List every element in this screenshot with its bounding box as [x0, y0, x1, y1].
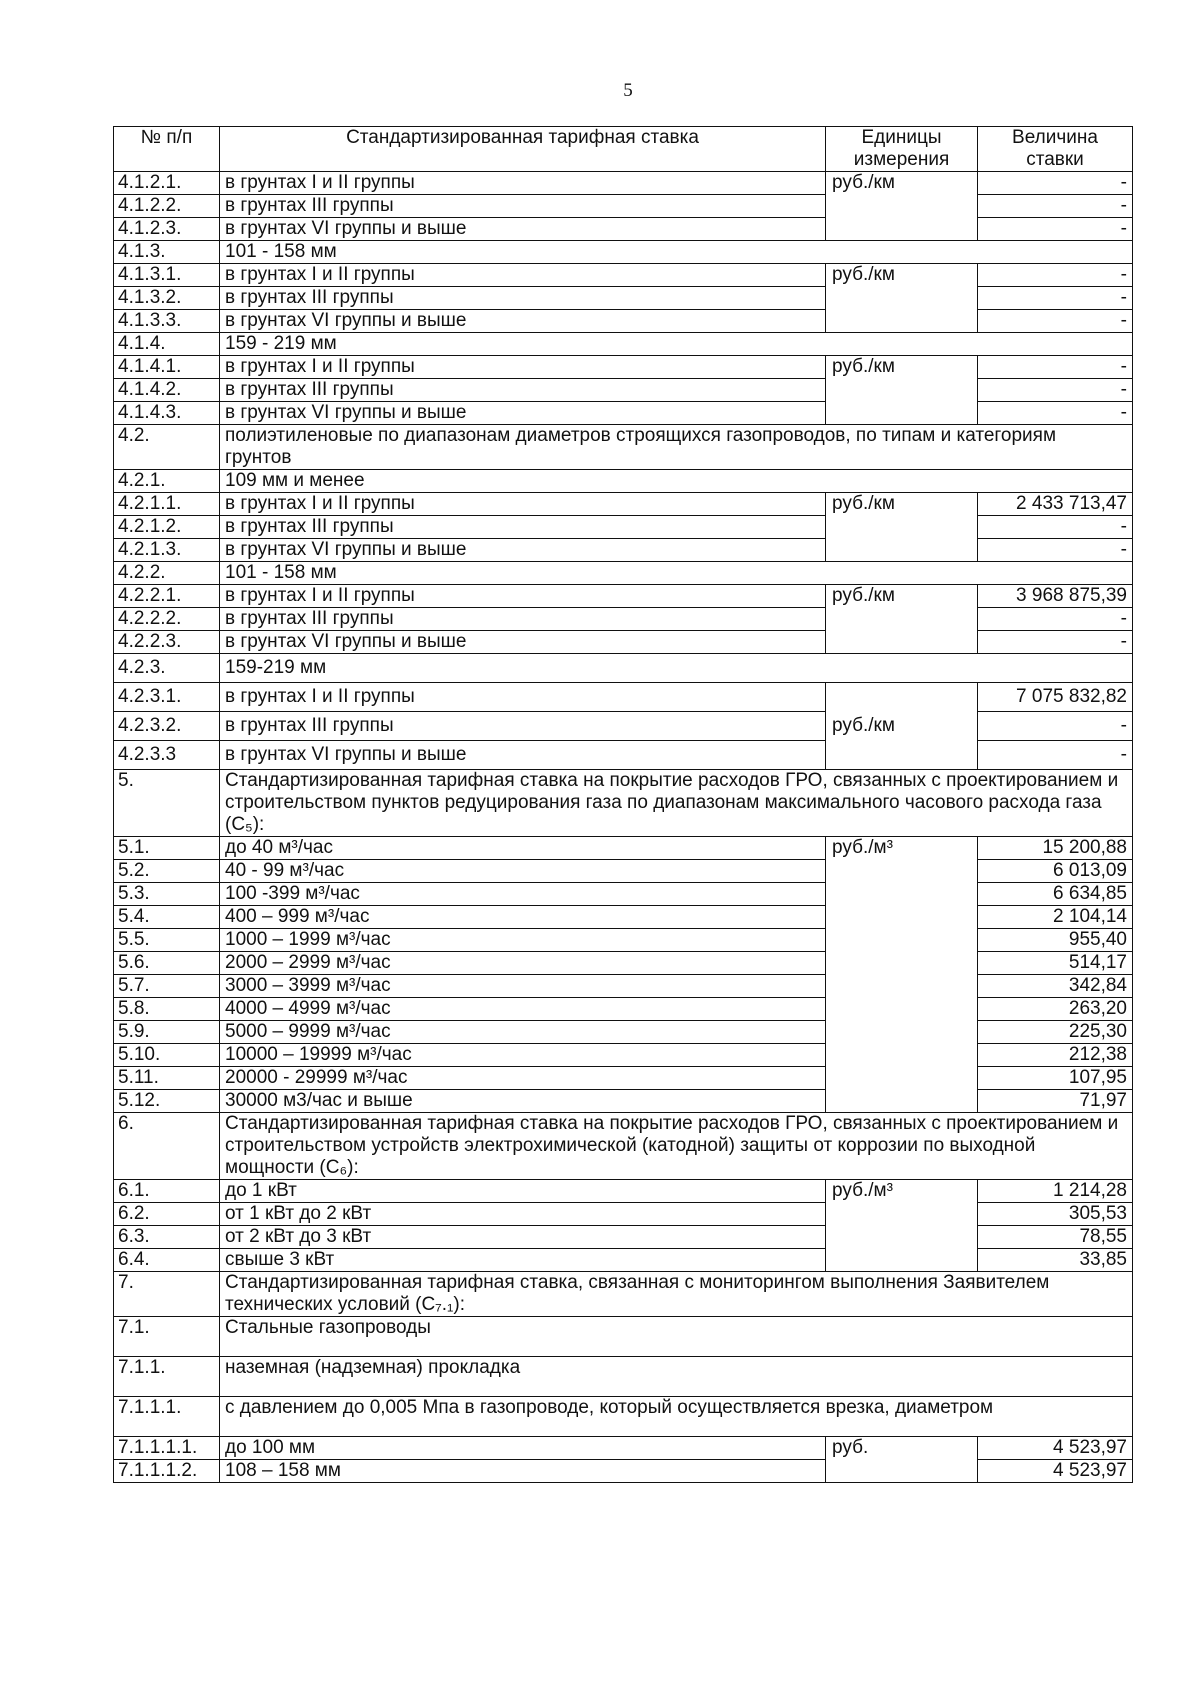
- table-row: [114, 1203, 1133, 1226]
- value-cell: -: [978, 539, 1133, 562]
- rate-name: 159-219 мм: [220, 654, 1133, 683]
- value-cell: -: [978, 712, 1133, 741]
- row-number: 5.12.: [114, 1090, 220, 1113]
- value-cell: 107,95: [978, 1067, 1133, 1090]
- table-row: [114, 883, 1133, 906]
- value-cell: -: [978, 608, 1133, 631]
- row-number: 4.1.2.3.: [114, 218, 220, 241]
- table-row: [114, 631, 1133, 654]
- value-cell: 514,17: [978, 952, 1133, 975]
- value-cell: 4 523,97: [978, 1460, 1133, 1483]
- rate-name: 108 – 158 мм: [220, 1460, 826, 1483]
- unit-cell: руб./км: [826, 585, 978, 654]
- row-number: 6.3.: [114, 1226, 220, 1249]
- unit-cell: руб./км: [826, 683, 978, 770]
- row-number: 5.4.: [114, 906, 220, 929]
- rate-name: Стальные газопроводы: [220, 1317, 1133, 1357]
- table-row: [114, 470, 1133, 493]
- rate-name: 30000 м3/час и выше: [220, 1090, 826, 1113]
- table-row: [114, 860, 1133, 883]
- unit-cell: руб./км: [826, 172, 978, 241]
- unit-cell: руб./м³: [826, 837, 978, 1113]
- row-number: 4.1.4.1.: [114, 356, 220, 379]
- row-number: 4.1.3.1.: [114, 264, 220, 287]
- row-number: 4.2.3.: [114, 654, 220, 683]
- row-number: 5.1.: [114, 837, 220, 860]
- table-row: [114, 264, 1133, 287]
- row-number: 4.2.: [114, 425, 220, 470]
- unit-cell: руб./км: [826, 264, 978, 333]
- row-number: 6.2.: [114, 1203, 220, 1226]
- table-row: [114, 585, 1133, 608]
- rate-name: в грунтах III группы: [220, 712, 826, 741]
- table-row: [114, 1249, 1133, 1272]
- table-row: [114, 608, 1133, 631]
- rate-name: 5000 – 9999 м³/час: [220, 1021, 826, 1044]
- row-number: 4.2.1.1.: [114, 493, 220, 516]
- tariff-table: [113, 126, 1133, 1483]
- value-cell: -: [978, 356, 1133, 379]
- rate-name: от 2 кВт до 3 кВт: [220, 1226, 826, 1249]
- row-number: 4.1.2.2.: [114, 195, 220, 218]
- unit-cell: руб./км: [826, 356, 978, 425]
- rate-name: в грунтах VI группы и выше: [220, 631, 826, 654]
- header-name: Стандартизированная тарифная ставка: [220, 127, 826, 172]
- value-cell: 6 013,09: [978, 860, 1133, 883]
- unit-cell: руб./км: [826, 493, 978, 562]
- table-row: [114, 837, 1133, 860]
- table-row: [114, 1044, 1133, 1067]
- rate-name: в грунтах I и II группы: [220, 264, 826, 287]
- rate-name: 100 -399 м³/час: [220, 883, 826, 906]
- row-number: 4.2.3.3: [114, 741, 220, 770]
- value-cell: -: [978, 741, 1133, 770]
- table-row: [114, 975, 1133, 998]
- row-number: 4.2.1.: [114, 470, 220, 493]
- rate-name: 101 - 158 мм: [220, 562, 1133, 585]
- row-number: 4.1.3.3.: [114, 310, 220, 333]
- table-row: [114, 172, 1133, 195]
- row-number: 4.1.3.2.: [114, 287, 220, 310]
- value-cell: -: [978, 516, 1133, 539]
- row-number: 5.8.: [114, 998, 220, 1021]
- table-row: [114, 562, 1133, 585]
- value-cell: -: [978, 264, 1133, 287]
- table-row: [114, 952, 1133, 975]
- rate-name: 4000 – 4999 м³/час: [220, 998, 826, 1021]
- rate-name: в грунтах I и II группы: [220, 356, 826, 379]
- row-number: 7.1.1.: [114, 1357, 220, 1397]
- row-number: 4.1.2.1.: [114, 172, 220, 195]
- unit-cell: руб.: [826, 1437, 978, 1483]
- table-row: [114, 1067, 1133, 1090]
- row-number: 5.5.: [114, 929, 220, 952]
- rate-name: в грунтах III группы: [220, 608, 826, 631]
- value-cell: 71,97: [978, 1090, 1133, 1113]
- value-cell: 955,40: [978, 929, 1133, 952]
- value-cell: 4 523,97: [978, 1437, 1133, 1460]
- rate-name: 109 мм и менее: [220, 470, 1133, 493]
- rate-name: свыше 3 кВт: [220, 1249, 826, 1272]
- value-cell: 342,84: [978, 975, 1133, 998]
- table-row: [114, 356, 1133, 379]
- rate-name: 159 - 219 мм: [220, 333, 1133, 356]
- value-cell: 2 433 713,47: [978, 493, 1133, 516]
- table-row: [114, 539, 1133, 562]
- row-number: 4.2.1.3.: [114, 539, 220, 562]
- rate-name: 3000 – 3999 м³/час: [220, 975, 826, 998]
- table-row: [114, 1357, 1133, 1397]
- value-cell: 6 634,85: [978, 883, 1133, 906]
- row-number: 6.: [114, 1113, 220, 1180]
- rate-name: Стандартизированная тарифная ставка на покрытие расходов ГРО, связанных с проектированием и строительством устройств электрохимической (катодной) защиты от коррозии по выходной мощности (С₆):: [220, 1113, 1133, 1180]
- rate-name: до 40 м³/час: [220, 837, 826, 860]
- rate-name: 2000 – 2999 м³/час: [220, 952, 826, 975]
- header-num: № п/п: [114, 127, 220, 172]
- value-cell: 225,30: [978, 1021, 1133, 1044]
- rate-name: 101 - 158 мм: [220, 241, 1133, 264]
- rate-name: 1000 – 1999 м³/час: [220, 929, 826, 952]
- table-row: [114, 741, 1133, 770]
- value-cell: -: [978, 195, 1133, 218]
- row-number: 4.1.4.3.: [114, 402, 220, 425]
- rate-name: в грунтах III группы: [220, 379, 826, 402]
- row-number: 5.: [114, 770, 220, 837]
- table-row: [114, 1437, 1133, 1460]
- row-number: 5.9.: [114, 1021, 220, 1044]
- row-number: 4.2.2.1.: [114, 585, 220, 608]
- table-row: [114, 1090, 1133, 1113]
- table-row: [114, 770, 1133, 837]
- row-number: 6.4.: [114, 1249, 220, 1272]
- table-row: [114, 1397, 1133, 1437]
- table-row: [114, 712, 1133, 741]
- table-row: [114, 1226, 1133, 1249]
- rate-name: в грунтах I и II группы: [220, 172, 826, 195]
- table-row: [114, 402, 1133, 425]
- row-number: 5.3.: [114, 883, 220, 906]
- table-row: [114, 516, 1133, 539]
- rate-name: до 1 кВт: [220, 1180, 826, 1203]
- rate-name: в грунтах I и II группы: [220, 585, 826, 608]
- value-cell: -: [978, 287, 1133, 310]
- table-row: [114, 998, 1133, 1021]
- row-number: 7.1.: [114, 1317, 220, 1357]
- value-cell: 263,20: [978, 998, 1133, 1021]
- row-number: 5.7.: [114, 975, 220, 998]
- rate-name: в грунтах VI группы и выше: [220, 741, 826, 770]
- row-number: 5.11.: [114, 1067, 220, 1090]
- row-number: 5.2.: [114, 860, 220, 883]
- value-cell: 212,38: [978, 1044, 1133, 1067]
- row-number: 4.2.1.2.: [114, 516, 220, 539]
- header-value: Величина ставки: [978, 127, 1133, 172]
- value-cell: 33,85: [978, 1249, 1133, 1272]
- rate-name: в грунтах VI группы и выше: [220, 218, 826, 241]
- rate-name: в грунтах III группы: [220, 516, 826, 539]
- unit-cell: руб./м³: [826, 1180, 978, 1272]
- table-row: [114, 1317, 1133, 1357]
- rate-name: наземная (надземная) прокладка: [220, 1357, 1133, 1397]
- row-number: 4.1.4.2.: [114, 379, 220, 402]
- rate-name: в грунтах VI группы и выше: [220, 310, 826, 333]
- table-row: [114, 1460, 1133, 1483]
- table-row: [114, 1113, 1133, 1180]
- value-cell: 305,53: [978, 1203, 1133, 1226]
- rate-name: в грунтах I и II группы: [220, 683, 826, 712]
- value-cell: -: [978, 631, 1133, 654]
- table-row: [114, 683, 1133, 712]
- row-number: 4.2.3.1.: [114, 683, 220, 712]
- row-number: 4.2.2.: [114, 562, 220, 585]
- row-number: 5.10.: [114, 1044, 220, 1067]
- table-row: [114, 310, 1133, 333]
- table-row: [114, 379, 1133, 402]
- table-row: [114, 241, 1133, 264]
- value-cell: 3 968 875,39: [978, 585, 1133, 608]
- table-row: [114, 195, 1133, 218]
- value-cell: -: [978, 172, 1133, 195]
- row-number: 4.1.3.: [114, 241, 220, 264]
- row-number: 6.1.: [114, 1180, 220, 1203]
- rate-name: в грунтах VI группы и выше: [220, 539, 826, 562]
- rate-name: с давлением до 0,005 Мпа в газопроводе, который осуществляется врезка, диаметром: [220, 1397, 1133, 1437]
- value-cell: 7 075 832,82: [978, 683, 1133, 712]
- row-number: 7.1.1.1.: [114, 1397, 220, 1437]
- row-number: 7.1.1.1.2.: [114, 1460, 220, 1483]
- value-cell: 15 200,88: [978, 837, 1133, 860]
- rate-name: в грунтах I и II группы: [220, 493, 826, 516]
- rate-name: 10000 – 19999 м³/час: [220, 1044, 826, 1067]
- rate-name: 20000 - 29999 м³/час: [220, 1067, 826, 1090]
- rate-name: до 100 мм: [220, 1437, 826, 1460]
- value-cell: 78,55: [978, 1226, 1133, 1249]
- table-row: [114, 654, 1133, 683]
- rate-name: в грунтах III группы: [220, 195, 826, 218]
- row-number: 4.1.4.: [114, 333, 220, 356]
- page-number: 5: [623, 80, 633, 101]
- row-number: 4.2.3.2.: [114, 712, 220, 741]
- table-row: [114, 333, 1133, 356]
- table-row: [114, 218, 1133, 241]
- row-number: 7.: [114, 1272, 220, 1317]
- rate-name: полиэтиленовые по диапазонам диаметров строящихся газопроводов, по типам и категориям грунтов: [220, 425, 1133, 470]
- table-row: [114, 493, 1133, 516]
- value-cell: -: [978, 310, 1133, 333]
- table-row: [114, 287, 1133, 310]
- value-cell: -: [978, 379, 1133, 402]
- value-cell: -: [978, 402, 1133, 425]
- rate-name: Стандартизированная тарифная ставка на покрытие расходов ГРО, связанных с проектированием и строительством пунктов редуцирования газа по диапазонам максимального часового расхода газа (С₅):: [220, 770, 1133, 837]
- row-number: 7.1.1.1.1.: [114, 1437, 220, 1460]
- rate-name: в грунтах VI группы и выше: [220, 402, 826, 425]
- row-number: 4.2.2.3.: [114, 631, 220, 654]
- rate-name: 40 - 99 м³/час: [220, 860, 826, 883]
- value-cell: 2 104,14: [978, 906, 1133, 929]
- table-row: [114, 1180, 1133, 1203]
- rate-name: в грунтах III группы: [220, 287, 826, 310]
- header-unit: Единицы измерения: [826, 127, 978, 172]
- table-row: [114, 929, 1133, 952]
- rate-name: Стандартизированная тарифная ставка, связанная с мониторингом выполнения Заявителем технических условий (С₇.₁):: [220, 1272, 1133, 1317]
- table-row: [114, 425, 1133, 470]
- value-cell: 1 214,28: [978, 1180, 1133, 1203]
- row-number: 5.6.: [114, 952, 220, 975]
- table-row: [114, 1272, 1133, 1317]
- rate-name: от 1 кВт до 2 кВт: [220, 1203, 826, 1226]
- value-cell: -: [978, 218, 1133, 241]
- rate-name: 400 – 999 м³/час: [220, 906, 826, 929]
- row-number: 4.2.2.2.: [114, 608, 220, 631]
- table-row: [114, 1021, 1133, 1044]
- table-header-row: [114, 127, 1133, 172]
- table-row: [114, 906, 1133, 929]
